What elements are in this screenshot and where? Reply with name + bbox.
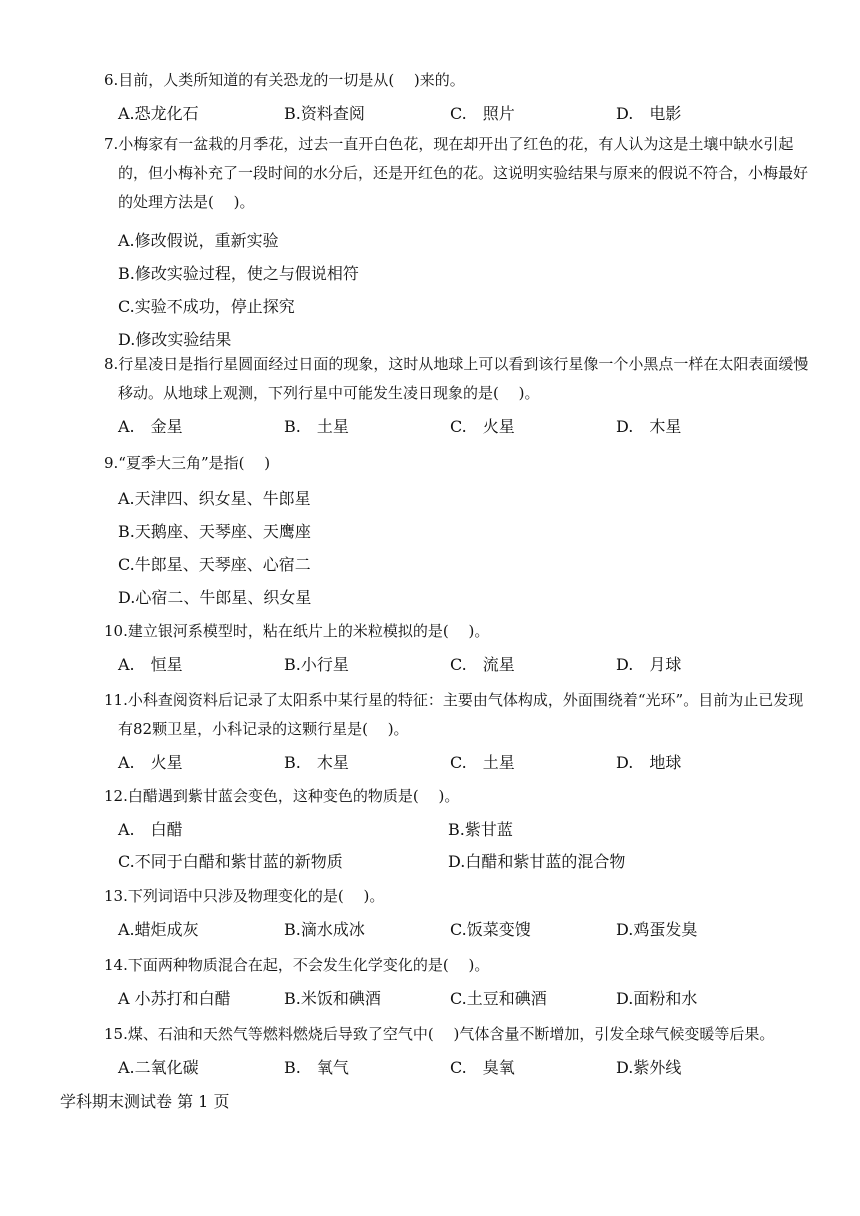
question-stem: 6.目前，人类所知道的有关恐龙的一切是从( )来的。 [104,71,465,89]
question-7 [104,130,816,356]
option-b: B.修改实验过程，使之与假说相符 [118,264,359,283]
option-list [104,482,816,614]
option-c: C.土豆和碘酒 [450,989,547,1008]
option-c: C.不同于白醋和紫甘蓝的新物质 [118,852,343,871]
question-8 [104,350,816,442]
option-b: B.小行星 [284,655,349,674]
question-6 [104,66,816,129]
option-b: B.天鹅座、天琴座、天鹰座 [118,522,311,541]
option-d: D. 电影 [616,104,682,123]
option-d: D. 木星 [616,417,682,436]
option-a: A. 火星 [118,753,183,772]
option-row [104,815,816,845]
question-14 [104,951,816,1014]
option-row [104,847,816,877]
option-c: C.实验不成功，停止探究 [118,297,295,316]
option-row [104,1053,816,1083]
option-row [104,650,816,680]
option-c: C. 照片 [450,104,515,123]
option-b: B.滴水成冰 [284,920,365,939]
option-row [104,412,816,442]
option-a: A.恐龙化石 [118,104,199,123]
option-list [104,224,816,356]
option-d: D.面粉和水 [616,989,698,1008]
option-row [104,99,816,129]
option-d: D. 地球 [616,753,682,772]
question-stem: 7.小梅家有一盆栽的月季花，过去一直开白色花，现在却开出了红色的花，有人认为这是土壤中缺水引起的，但小梅补充了一段时间的水分后，还是开红色的花。这说明实验结果与原来的假说不符合，小梅最好的处理方法是( )。 [104,135,809,211]
question-11 [104,686,816,778]
question-9 [104,449,816,614]
option-a: A. 白醋 [118,820,183,839]
question-stem: 11.小科查阅资料后记录了太阳系中某行星的特征：主要由气体构成，外面围绕着“光环”。目前为止已发现有82颗卫星，小科记录的这颗行星是( )。 [104,691,804,738]
question-stem: 9.“夏季大三角”是指( ) [104,454,271,472]
option-c: C. 流星 [450,655,515,674]
option-b: B.紫甘蓝 [448,820,513,839]
option-d: D.紫外线 [616,1058,682,1077]
question-10 [104,617,816,680]
option-d: D.鸡蛋发臭 [616,920,698,939]
option-c: C. 臭氧 [450,1058,515,1077]
option-a: A 小苏打和白醋 [118,989,231,1008]
option-a: A. 金星 [118,417,183,436]
question-stem: 15.煤、石油和天然气等燃料燃烧后导致了空气中( )气体含量不断增加，引发全球气候变暖等后果。 [104,1025,775,1043]
question-stem: 12.白醋遇到紫甘蓝会变色，这种变色的物质是( )。 [104,787,460,805]
question-12 [104,782,816,877]
option-c: C.饭菜变馊 [450,920,531,939]
question-13 [104,882,816,945]
option-d: D. 月球 [616,655,682,674]
option-d: D.白醋和紫甘蓝的混合物 [448,852,626,871]
question-stem: 10.建立银河系模型时，粘在纸片上的米粒模拟的是( )。 [104,622,490,640]
option-b: B. 土星 [284,417,349,436]
option-a: A.修改假说，重新实验 [118,231,279,250]
option-c: C.牛郎星、天琴座、心宿二 [118,555,311,574]
option-row [104,984,816,1014]
option-d: D.修改实验结果 [118,330,232,349]
option-a: A.蜡炬成灰 [118,920,199,939]
option-b: B.米饭和碘酒 [284,989,381,1008]
option-a: A. 恒星 [118,655,183,674]
option-row [104,915,816,945]
question-stem: 14.下面两种物质混合在起，不会发生化学变化的是( )。 [104,956,490,974]
question-15 [104,1020,816,1083]
page-footer: 学科期末测试卷 第 1 页 [60,1092,230,1111]
option-b: B. 木星 [284,753,349,772]
option-a: A.天津四、织女星、牛郎星 [118,489,311,508]
option-a: A.二氧化碳 [118,1058,199,1077]
question-stem: 8.行星凌日是指行星圆面经过日面的现象，这时从地球上可以看到该行星像一个小黑点一样在太阳表面缓慢移动。从地球上观测，下列行星中可能发生凌日现象的是( )。 [104,355,809,402]
option-c: C. 土星 [450,753,515,772]
option-c: C. 火星 [450,417,515,436]
option-d: D.心宿二、牛郎星、织女星 [118,588,312,607]
option-b: B. 氧气 [284,1058,349,1077]
option-row [104,748,816,778]
option-b: B.资料查阅 [284,104,365,123]
question-stem: 13.下列词语中只涉及物理变化的是( )。 [104,887,385,905]
